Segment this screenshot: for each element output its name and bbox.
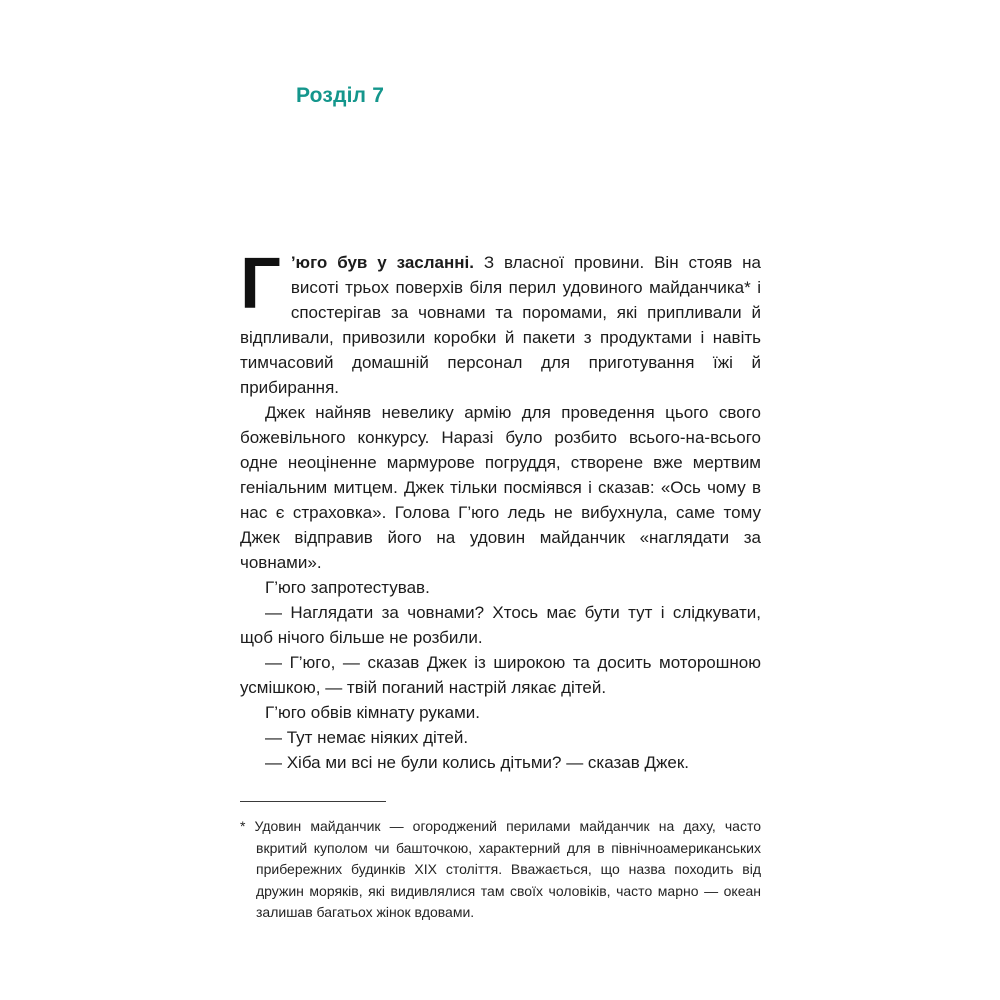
- footnote-marker: *: [240, 818, 246, 834]
- body-paragraph: — Хіба ми всі не були колись дітьми? — сказав Джек.: [265, 753, 690, 772]
- body-paragraph: — Г’юго, — сказав Джек із широкою та досить моторошною усмішкою, — твій поганий настрій лякає дітей.: [240, 653, 761, 697]
- dropcap-letter: Г: [240, 244, 281, 324]
- body-paragraph: — Наглядати за човнами? Хтось має бути тут і слідкувати, щоб нічого більше не розбили.: [240, 603, 761, 647]
- chapter-heading: Розділ 7: [296, 84, 385, 107]
- opening-rest: З власної провини. Він стояв на висоті трьох поверхів біля перил удовиного майданчика* і спостерігав за човнами та поромами, які припливали й відпливали, привозили коробки й пакети з продуктами і навіть тимчасовий домашній персонал для приготування їжі й прибирання.: [240, 253, 761, 397]
- footnote-divider: [240, 801, 386, 802]
- body-paragraph: — Тут немає ніяких дітей.: [265, 728, 469, 747]
- body-text-block: [240, 244, 761, 924]
- body-paragraph: Джек найняв невелику армію для проведення цього свого божевільного конкурсу. Наразі було розбито всього-на-всього одне неоціненне мармурове погруддя, створене вже мертвим геніальним митцем. Джек тільки посміявся і сказав: «Ось чому в нас є страховка». Голова Г’юго ледь не вибухнула, саме тому Джек відправив його на удовин майданчик «наглядати за човнами».: [240, 403, 761, 572]
- footnote: [240, 816, 761, 924]
- body-paragraph: Г’юго запротестував.: [265, 578, 430, 597]
- body-paragraph: Г’юго обвів кімнату руками.: [265, 703, 480, 722]
- opening-bold-lead: ’юго був у засланні.: [290, 253, 474, 272]
- footnote-text: Удовин майданчик — огороджений перилами майданчик на даху, часто вкритий куполом чи башточкою, характерний для в північноамериканських прибережних будинків XIX століття. Вважається, що назва походить від дружин моряків, які видивлялися там своїх чоловіків, часто марно — океан залишав багатьох жінок вдовами.: [254, 818, 761, 920]
- opening-paragraph: [240, 244, 761, 400]
